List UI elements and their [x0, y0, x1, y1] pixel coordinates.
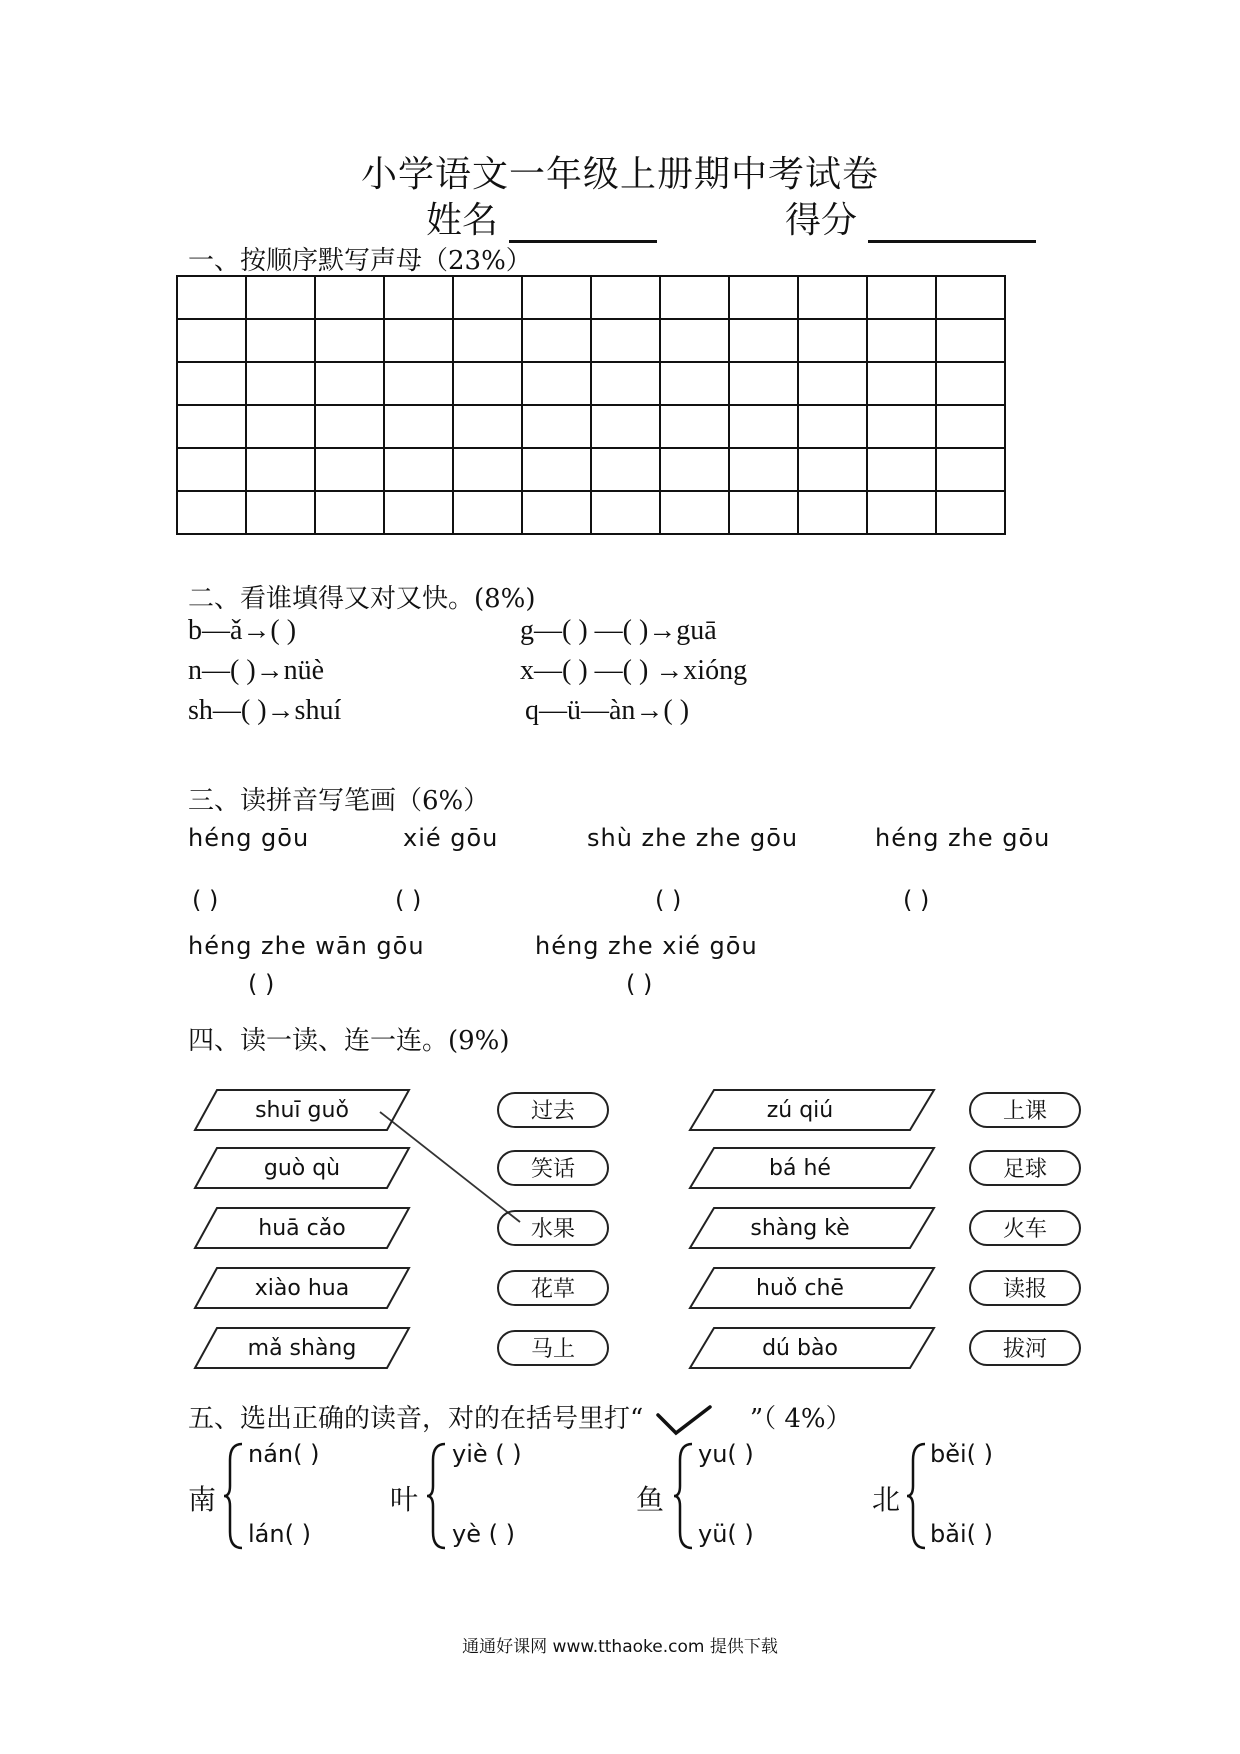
char-bei: 北 — [872, 1483, 901, 1516]
option-lan[interactable]: lán( ) — [248, 1520, 311, 1548]
stroke-pinyin-3: shù zhe zhe gōu — [587, 824, 799, 852]
word-label: 足球 — [1002, 1157, 1048, 1182]
pinyin-label: shuī guǒ — [255, 1098, 349, 1123]
char-ye: 叶 — [390, 1483, 419, 1516]
brace-icon — [222, 1440, 246, 1552]
stroke-pinyin-6: héng zhe xié gōu — [535, 932, 758, 960]
section5-heading-prefix: 五、选出正确的读音，对的在括号里打“ — [188, 1404, 644, 1434]
checkmark-icon — [652, 1403, 714, 1437]
stroke-answer-5[interactable]: ( ) — [248, 970, 275, 998]
word-label: 上课 — [1002, 1099, 1048, 1124]
option-bai[interactable]: bǎi( ) — [930, 1520, 993, 1548]
section2-heading: 二、看谁填得又对又快。(8%) — [188, 584, 536, 614]
section5-heading — [188, 1398, 852, 1437]
fill-line-6[interactable]: q—ü—àn→( ) — [525, 695, 690, 726]
word-label: 笑话 — [530, 1157, 576, 1182]
score-label: 得分 — [785, 200, 858, 241]
word-label: 读报 — [1002, 1277, 1048, 1302]
fill-line-1[interactable]: b—ǎ→( ) — [188, 615, 297, 646]
option-yie[interactable]: yiè ( ) — [452, 1440, 522, 1468]
section1-heading: 一、按顺序默写声母（23%） — [188, 246, 532, 276]
word-label: 水果 — [530, 1217, 576, 1242]
word-label: 火车 — [1002, 1217, 1048, 1242]
stroke-answer-1[interactable]: ( ) — [192, 886, 219, 914]
brace-icon — [905, 1440, 929, 1552]
pinyin-label: mǎ shàng — [247, 1336, 357, 1361]
option-bei[interactable]: běi( ) — [930, 1440, 994, 1468]
stroke-pinyin-1: héng gōu — [188, 824, 310, 852]
pinyin-label: huǒ chē — [756, 1276, 844, 1301]
section4-heading: 四、读一读、连一连。(9%) — [188, 1026, 510, 1056]
brace-icon — [672, 1440, 696, 1552]
stroke-pinyin-5: héng zhe wān gōu — [188, 932, 425, 960]
pinyin-label: guò qù — [263, 1156, 341, 1181]
word-label: 花草 — [530, 1277, 576, 1302]
stroke-pinyin-4: héng zhe gōu — [875, 824, 1051, 852]
pinyin-label: dú bào — [762, 1336, 838, 1361]
stroke-answer-4[interactable]: ( ) — [903, 886, 930, 914]
option-yu-umlaut[interactable]: yü( ) — [698, 1520, 754, 1548]
word-label: 拔河 — [1002, 1337, 1048, 1362]
fill-line-2[interactable]: g—( ) —( )→guā — [520, 615, 717, 646]
char-yu: 鱼 — [636, 1483, 665, 1516]
stroke-answer-6[interactable]: ( ) — [626, 970, 653, 998]
option-yu[interactable]: yu( ) — [698, 1440, 754, 1468]
option-ye[interactable]: yè ( ) — [452, 1520, 515, 1548]
pinyin-label: xiào hua — [254, 1276, 350, 1301]
fill-line-4[interactable]: x—( ) —( ) →xióng — [520, 655, 748, 686]
word-label: 过去 — [530, 1099, 576, 1124]
footer-credit: 通通好课网 www.tthaoke.com 提供下载 — [462, 1637, 778, 1657]
pinyin-label: zú qiú — [766, 1098, 834, 1123]
stroke-answer-3[interactable]: ( ) — [655, 886, 682, 914]
fill-line-3[interactable]: n—( )→nüè — [188, 655, 325, 686]
brace-icon — [425, 1440, 449, 1552]
word-label: 马上 — [530, 1337, 576, 1362]
stroke-pinyin-2: xié gōu — [403, 824, 499, 852]
stroke-answer-2[interactable]: ( ) — [395, 886, 422, 914]
char-nan: 南 — [188, 1483, 217, 1516]
pinyin-label: bá hé — [769, 1156, 831, 1181]
section3-heading: 三、读拼音写笔画（6%） — [188, 786, 490, 816]
section5-heading-suffix: ”（ 4%） — [749, 1404, 852, 1434]
fill-line-5[interactable]: sh—( )→shuí — [188, 695, 342, 726]
name-label: 姓名 — [426, 200, 499, 241]
option-nan[interactable]: nán( ) — [248, 1440, 320, 1468]
pinyin-label: huā cǎo — [258, 1216, 346, 1241]
pinyin-label: shàng kè — [750, 1216, 850, 1241]
page-title: 小学语文一年级上册期中考试卷 — [360, 154, 879, 195]
